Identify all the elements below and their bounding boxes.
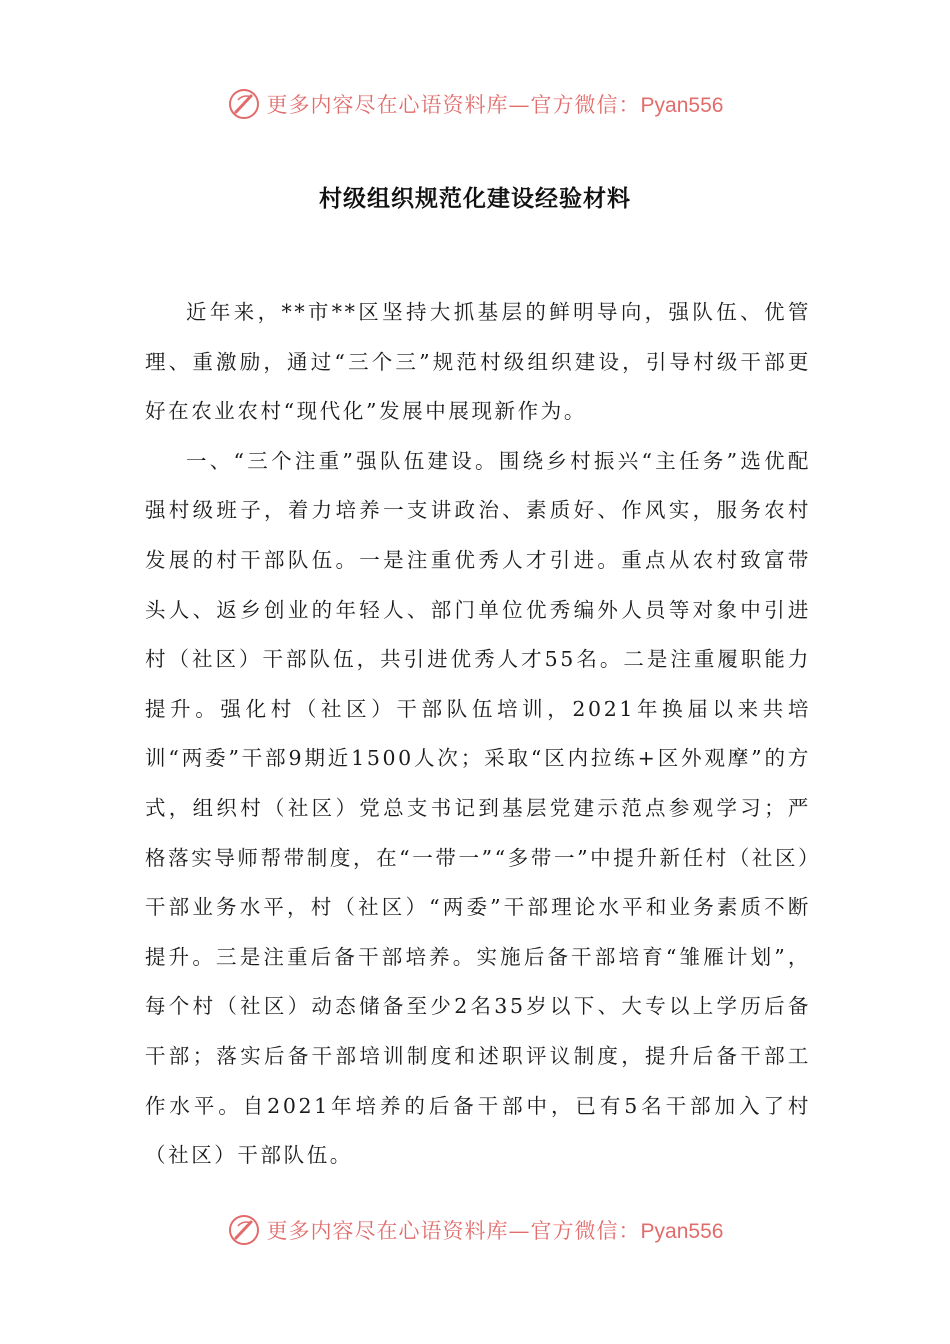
watermark-footer: [0, 1210, 950, 1250]
paragraph-section-1: 一、“三个注重”强队伍建设。围绕乡村振兴“主任务”选优配强村级班子，着力培养一支讲政治、素质好、作风实，服务农村发展的村干部队伍。一是注重优秀人才引进。重点从农村致富带头人、返乡创业的年轻人、部门单位优秀编外人员等对象中引进村（社区）干部队伍，共引进优秀人才55名。二是注重履职能力提升。强化村（社区）干部队伍培训，2021年换届以来共培训“两委”干部9期近1500人次；采取“区内拉练+区外观摩”的方式，组织村（社区）党总支书记到基层党建示范点参观学习；严格落实导师帮带制度，在“一带一”“多带一”中提升新任村（社区）干部业务水平，村（社区）“两委”干部理论水平和业务素质不断提升。三是注重后备干部培养。实施后备干部培育“雏雁计划”，每个村（社区）动态储备至少2名35岁以下、大专以上学历后备干部；落实后备干部培训制度和述职评议制度，提升后备干部工作水平。自2021年培养的后备干部中，已有5名干部加入了村（社区）干部队伍。: [145, 448, 811, 1168]
document-body: [145, 288, 811, 1181]
watermark-text: 更多内容尽在心语资料库—官方微信：Pyan556: [266, 93, 724, 117]
paragraph-intro: 近年来，**市**区坚持大抓基层的鲜明导向，强队伍、优管理、重激励，通过“三个三”规范村级组织建设，引导村级干部更好在农业农村“现代化”发展中展现新作为。: [145, 300, 811, 424]
watermark-header: [0, 84, 950, 124]
pen-logo-icon: [227, 1213, 261, 1247]
watermark-text: 更多内容尽在心语资料库—官方微信：Pyan556: [266, 1219, 724, 1243]
pen-logo-icon: [227, 87, 261, 121]
document-title: 村级组织规范化建设经验材料: [319, 185, 631, 212]
